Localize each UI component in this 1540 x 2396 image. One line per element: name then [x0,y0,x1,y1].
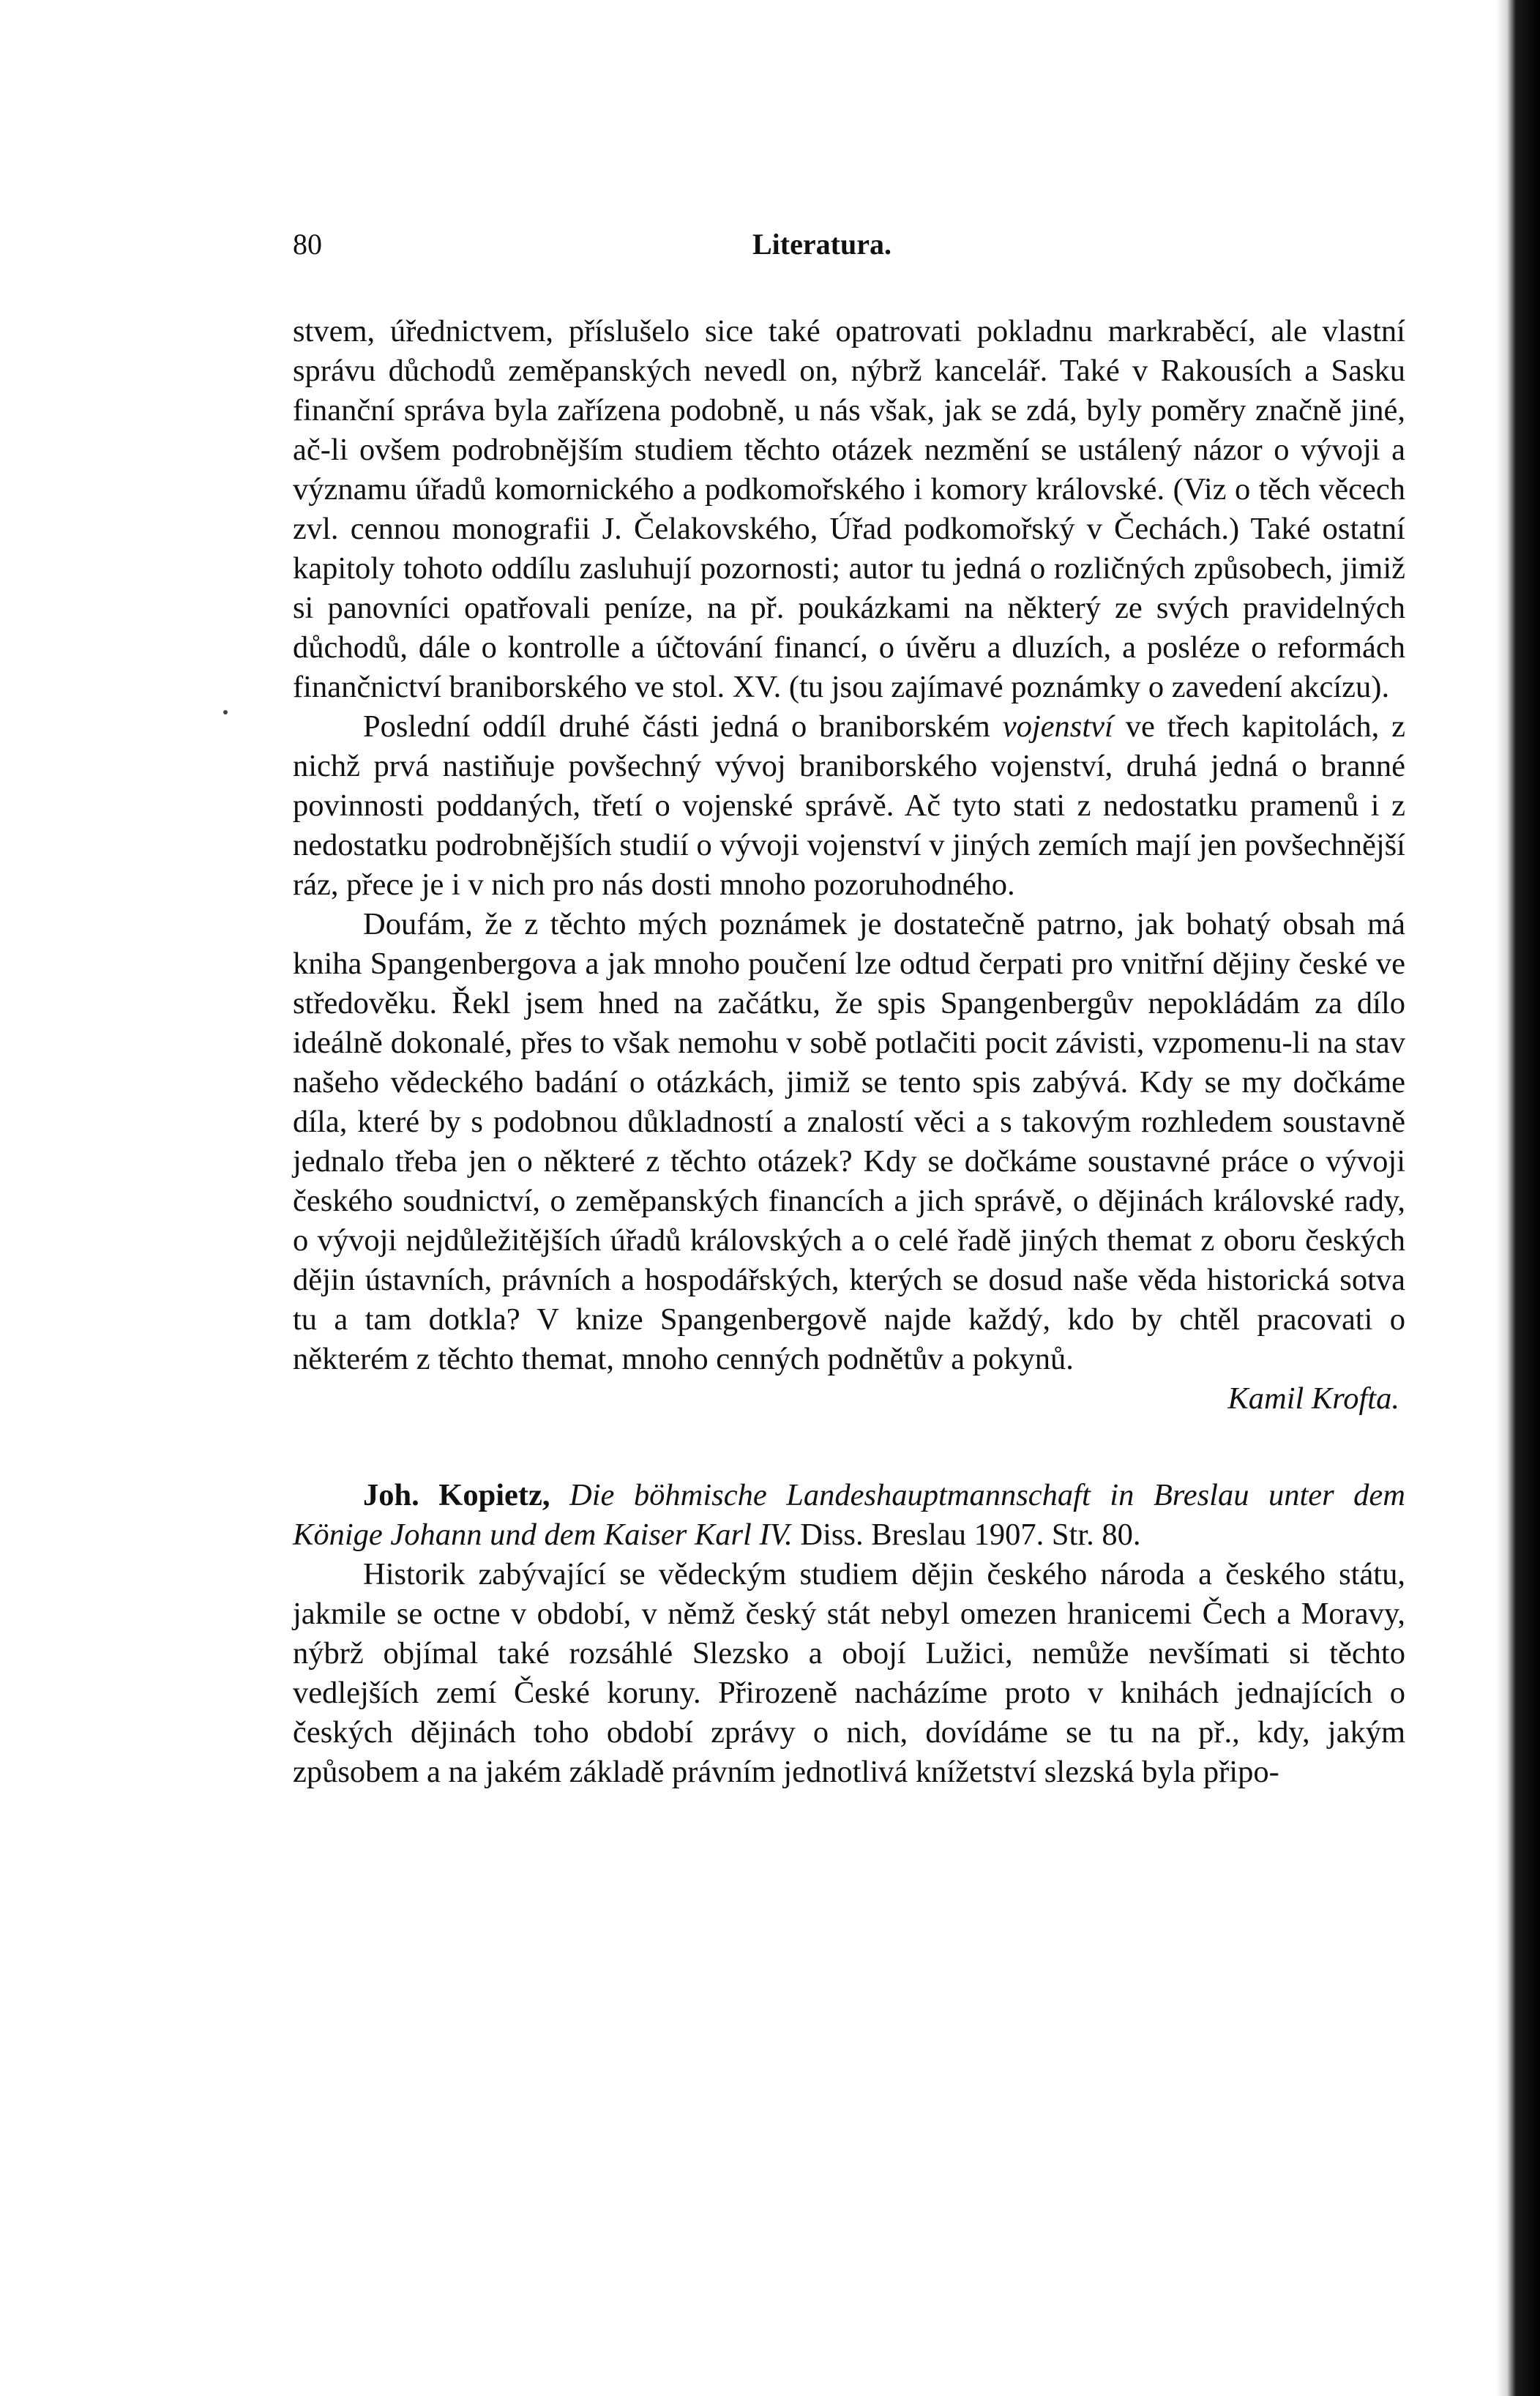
review-heading [293,1476,1405,1555]
page-number: 80 [293,228,322,261]
review-author: Joh. Kopietz, [363,1478,550,1512]
book-page [293,227,1405,1792]
paragraph-conclusion: Doufám, že z těchto mých poznámek je dostatečně patrno, jak bohatý obsah má kniha Spangenbergova a jak mnoho poučení lze odtud čerpati pro vnitřní dějiny české ve středověku. Řekl jsem hned na začátku, že spis Spangenbergův nepokládám za dílo ideálně dokonalé, přes to však nemohu v sobě potlačiti pocit závisti, vzpomenu-li na stav našeho vědeckého badání o otázkách, jimiž se tento spis zabývá. Kdy se my dočkáme díla, které by s podobnou důkladností a znalostí věci a s takovým rozhledem soustavně jednalo třeba jen o některé z těchto otázek? Kdy se dočkáme soustavné práce o vývoji českého soudnictví, o zeměpanských financích a jich správě, o dějinách královské rady, o vývoji nejdůležitějších úřadů královských a o celé řadě jiných themat z oboru českých dějin ústavních, právních a hospodářských, kterých se dosud naše věda historická sotva tu a tam dotkla? V knize Spangenbergově najde každý, kdo by chtěl pracovati o některém z těchto themat, mnoho cenných podnětův a pokynů. [293,907,1405,1376]
running-title: Literatura. [752,228,892,261]
running-head [293,227,1405,271]
paragraph-military-start: Poslední oddíl druhé části jedná o braniborském [363,709,990,744]
paragraph-military-rest: ve třech kapitolách, z nichž prvá nastiňuje povšechný vývoj braniborského vojenství, druhá jedná o branné povinnosti poddaných, třetí o vojenské správě. Ač tyto stati z nedostatku pramenů i z nedostatku podrobnějších studií o vývoji vojenství v jiných zemích mají jen povšechnější ráz, přece je i v nich pro nás dosti mnoho pozoruhodného. [293,709,1405,902]
page-edge-shadow [1496,0,1540,2396]
reviewer-signature: Kamil Krofta. [1227,1381,1399,1416]
review-paragraph: Historik zabývající se vědeckým studiem dějin českého národa a českého státu, jakmile se octne v období, v němž český stát nebyl omezen hranicemi Čech a Moravy, nýbrž objímal také rozsáhlé Slezsko a obojí Lužici, nemůže nevšímati si těchto vedlejších zemí České koruny. Přirozeně nacházíme proto v knihách jednajících o českých dějinách toho období zprávy o nich, dovídáme se tu na př., kdy, jakým způsobem a na jakém základě právním jednotlivá knížetství slezská byla připo- [293,1557,1405,1789]
stray-ink-mark [223,710,228,714]
review-book-details: Diss. Breslau 1907. Str. 80. [800,1518,1141,1552]
emphasis-vojenstvi: vojenství [1002,709,1113,744]
review-book-title: Die böhmische Landeshauptmannschaft in Breslau unter dem Könige Johann und dem Kaiser Karl IV. [293,1478,1405,1552]
paragraph-military [293,707,1405,905]
paragraph-finance: stvem, úřednictvem, příslušelo sice také opatrovati pokladnu markraběcí, ale vlastní správu důchodů zeměpanských nevedl on, nýbrž kancelář. Také v Rakousích a Sasku finanční správa byla zařízena podobně, u nás však, jak se zdá, byly poměry značně jiné, ač-li ovšem podrobnějším studiem těchto otázek nezmění se ustálený názor o vývoji a významu úřadů komornického a podkomořského i komory královské. (Viz o těch věcech zvl. cennou monografii J. Čelakovského, Úřad podkomořský v Čechách.) Také ostatní kapitoly tohoto oddílu zasluhují pozornosti; autor tu jedná o rozličných způsobech, jimiž si panovníci opatřovali peníze, na př. poukázkami na některý ze svých pravidelných důchodů, dále o kontrolle a účtování financí, o úvěru a dluzích, a posléze o reformách finančnictví braniborského ve stol. XV. (tu jsou zajímavé poznámky o zavedení akcízu). [293,314,1405,704]
body-text [293,312,1405,1792]
